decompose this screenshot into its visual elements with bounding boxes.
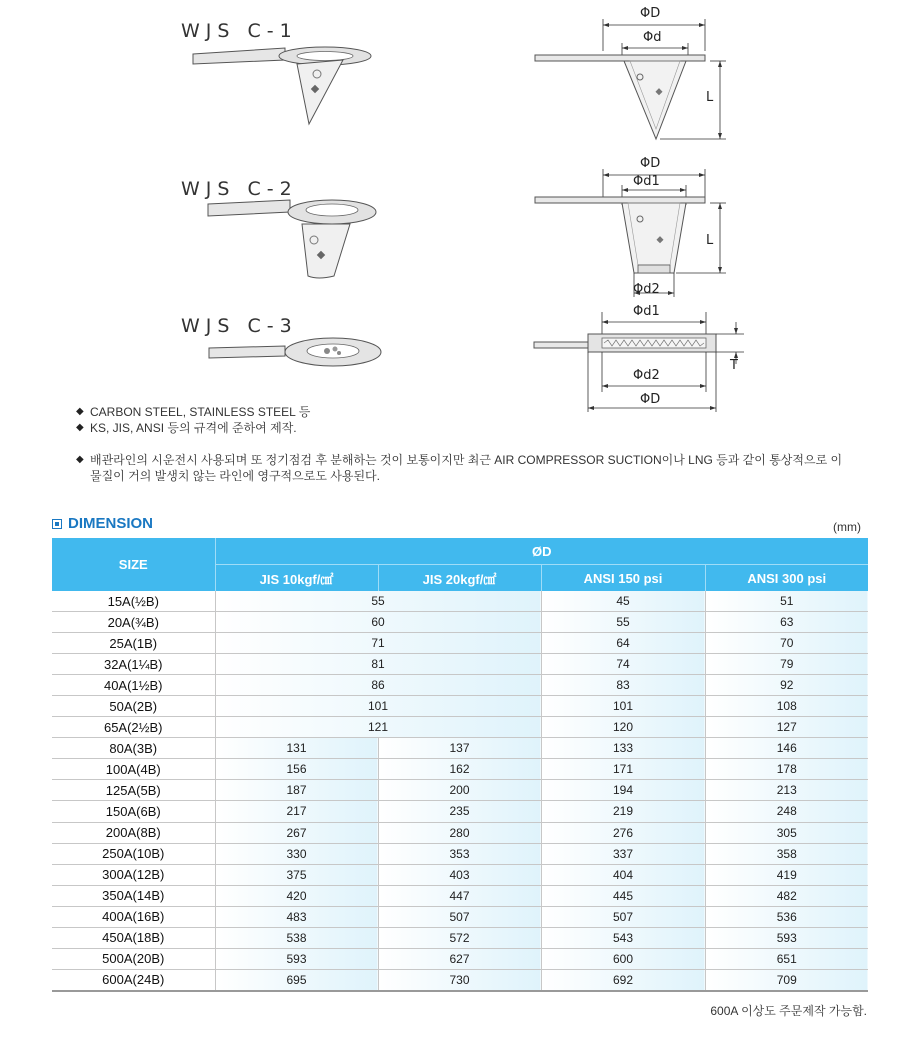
ansi300-value-cell: 536 bbox=[705, 906, 868, 927]
dim-label-c3-T: T bbox=[730, 358, 738, 373]
jis20-value-cell: 507 bbox=[378, 906, 541, 927]
jis-value-cell: 101 bbox=[215, 696, 541, 717]
table-row bbox=[52, 654, 868, 675]
dim-label-c3-phi-D: ΦD bbox=[640, 392, 661, 407]
table-row bbox=[52, 675, 868, 696]
ansi150-value-cell: 445 bbox=[541, 885, 705, 906]
ansi300-value-cell: 127 bbox=[705, 717, 868, 738]
dim-label-c2-phi-d1: Φd1 bbox=[633, 174, 660, 189]
size-cell: 300A(12B) bbox=[52, 864, 215, 885]
spec-notes bbox=[76, 404, 310, 436]
jis10-value-cell: 217 bbox=[215, 801, 378, 822]
dim-label-c2-phi-d2: Φd2 bbox=[633, 282, 660, 297]
table-row bbox=[52, 696, 868, 717]
custom-order-note: 600A 이상도 주문제작 가능함. bbox=[710, 1004, 867, 1018]
note-standards: KS, JIS, ANSI 등의 규격에 준하여 제작. bbox=[90, 421, 297, 435]
ansi300-value-cell: 305 bbox=[705, 822, 868, 843]
ansi300-value-cell: 248 bbox=[705, 801, 868, 822]
ansi150-value-cell: 692 bbox=[541, 969, 705, 991]
size-cell: 200A(8B) bbox=[52, 822, 215, 843]
od-header: ØD bbox=[215, 538, 868, 565]
dim-label-c2-L: L bbox=[706, 233, 714, 248]
col-header-ansi150: ANSI 150 psi bbox=[541, 565, 705, 592]
strainer-c3-3d-illustration bbox=[205, 330, 385, 375]
note-usage-line1: 배관라인의 시운전시 사용되며 또 정기점검 후 분해하는 것이 보통이지만 최근 AIR COMPRESSOR SUCTION이나 LNG 등과 같이 통상적으로 이 bbox=[90, 453, 843, 467]
jis10-value-cell: 593 bbox=[215, 948, 378, 969]
table-row bbox=[52, 927, 868, 948]
jis20-value-cell: 280 bbox=[378, 822, 541, 843]
size-cell: 100A(4B) bbox=[52, 759, 215, 780]
table-row bbox=[52, 780, 868, 801]
section-title bbox=[52, 515, 153, 532]
diamond-bullet-icon: ◆ bbox=[76, 454, 84, 465]
size-cell: 600A(24B) bbox=[52, 969, 215, 991]
strainer-c2-3d-illustration bbox=[200, 190, 385, 290]
size-cell: 15A(½B) bbox=[52, 591, 215, 612]
ansi300-value-cell: 482 bbox=[705, 885, 868, 906]
jis10-value-cell: 330 bbox=[215, 843, 378, 864]
ansi300-value-cell: 358 bbox=[705, 843, 868, 864]
jis-value-cell: 60 bbox=[215, 612, 541, 633]
dim-label-c2-phi-D: ΦD bbox=[640, 156, 661, 171]
ansi300-value-cell: 146 bbox=[705, 738, 868, 759]
jis10-value-cell: 483 bbox=[215, 906, 378, 927]
jis20-value-cell: 447 bbox=[378, 885, 541, 906]
ansi300-value-cell: 419 bbox=[705, 864, 868, 885]
dim-label-c1-phi-d: Φd bbox=[643, 30, 662, 45]
jis-value-cell: 86 bbox=[215, 675, 541, 696]
note-usage-line2: 물질이 거의 발생치 않는 라인에 영구적으로도 사용된다. bbox=[90, 469, 380, 483]
size-cell: 150A(6B) bbox=[52, 801, 215, 822]
table-row bbox=[52, 738, 868, 759]
size-cell: 32A(1¼B) bbox=[52, 654, 215, 675]
jis10-value-cell: 538 bbox=[215, 927, 378, 948]
size-cell: 50A(2B) bbox=[52, 696, 215, 717]
ansi300-value-cell: 108 bbox=[705, 696, 868, 717]
table-row bbox=[52, 948, 868, 969]
ansi300-value-cell: 63 bbox=[705, 612, 868, 633]
size-cell: 450A(18B) bbox=[52, 927, 215, 948]
jis-value-cell: 55 bbox=[215, 591, 541, 612]
dim-label-c1-L: L bbox=[706, 90, 714, 105]
jis20-value-cell: 627 bbox=[378, 948, 541, 969]
table-row bbox=[52, 759, 868, 780]
table-row bbox=[52, 591, 868, 612]
ansi300-value-cell: 51 bbox=[705, 591, 868, 612]
table-row bbox=[52, 864, 868, 885]
jis20-value-cell: 403 bbox=[378, 864, 541, 885]
table-row bbox=[52, 612, 868, 633]
jis10-value-cell: 375 bbox=[215, 864, 378, 885]
ansi300-value-cell: 92 bbox=[705, 675, 868, 696]
jis10-value-cell: 156 bbox=[215, 759, 378, 780]
col-header-jis20: JIS 20kgf/㎠ bbox=[378, 565, 541, 592]
diamond-bullet-icon: ◆ bbox=[76, 406, 84, 417]
dim-label-c3-phi-d1: Φd1 bbox=[633, 304, 660, 319]
strainer-c1-3d-illustration bbox=[185, 40, 385, 135]
note-material: CARBON STEEL, STAINLESS STEEL 등 bbox=[90, 405, 311, 419]
col-header-jis10: JIS 10kgf/㎠ bbox=[215, 565, 378, 592]
dim-label-c1-phi-D: ΦD bbox=[640, 6, 661, 21]
ansi150-value-cell: 55 bbox=[541, 612, 705, 633]
jis20-value-cell: 162 bbox=[378, 759, 541, 780]
ansi300-value-cell: 70 bbox=[705, 633, 868, 654]
jis10-value-cell: 187 bbox=[215, 780, 378, 801]
ansi300-value-cell: 79 bbox=[705, 654, 868, 675]
jis20-value-cell: 353 bbox=[378, 843, 541, 864]
ansi150-value-cell: 133 bbox=[541, 738, 705, 759]
jis-value-cell: 81 bbox=[215, 654, 541, 675]
ansi300-value-cell: 651 bbox=[705, 948, 868, 969]
size-cell: 400A(16B) bbox=[52, 906, 215, 927]
ansi150-value-cell: 276 bbox=[541, 822, 705, 843]
ansi150-value-cell: 74 bbox=[541, 654, 705, 675]
dimension-table-body bbox=[52, 591, 868, 991]
size-cell: 65A(2½B) bbox=[52, 717, 215, 738]
table-row bbox=[52, 969, 868, 991]
jis20-value-cell: 137 bbox=[378, 738, 541, 759]
jis10-value-cell: 267 bbox=[215, 822, 378, 843]
model-label-c2: WJS C-2 bbox=[181, 178, 298, 200]
size-cell: 250A(10B) bbox=[52, 843, 215, 864]
model-label-c1: WJS C-1 bbox=[181, 20, 298, 42]
ansi300-value-cell: 178 bbox=[705, 759, 868, 780]
ansi300-value-cell: 213 bbox=[705, 780, 868, 801]
strainer-c1-section-drawing bbox=[530, 5, 760, 147]
usage-notes bbox=[76, 452, 856, 484]
ansi150-value-cell: 600 bbox=[541, 948, 705, 969]
ansi150-value-cell: 219 bbox=[541, 801, 705, 822]
jis20-value-cell: 730 bbox=[378, 969, 541, 991]
size-cell: 125A(5B) bbox=[52, 780, 215, 801]
size-cell: 80A(3B) bbox=[52, 738, 215, 759]
ansi150-value-cell: 543 bbox=[541, 927, 705, 948]
table-row bbox=[52, 906, 868, 927]
size-cell: 40A(1½B) bbox=[52, 675, 215, 696]
unit-label: (mm) bbox=[833, 520, 861, 534]
diamond-bullet-icon: ◆ bbox=[76, 422, 84, 433]
ansi150-value-cell: 194 bbox=[541, 780, 705, 801]
ansi150-value-cell: 507 bbox=[541, 906, 705, 927]
ansi150-value-cell: 64 bbox=[541, 633, 705, 654]
dim-label-c3-phi-d2: Φd2 bbox=[633, 368, 660, 383]
jis-value-cell: 121 bbox=[215, 717, 541, 738]
section-title-text: DIMENSION bbox=[68, 515, 154, 532]
table-row bbox=[52, 801, 868, 822]
table-row bbox=[52, 633, 868, 654]
ansi150-value-cell: 101 bbox=[541, 696, 705, 717]
model-label-c3: WJS C-3 bbox=[181, 315, 298, 337]
table-row bbox=[52, 822, 868, 843]
table-row bbox=[52, 717, 868, 738]
jis10-value-cell: 695 bbox=[215, 969, 378, 991]
table-row bbox=[52, 843, 868, 864]
ansi150-value-cell: 337 bbox=[541, 843, 705, 864]
jis-value-cell: 71 bbox=[215, 633, 541, 654]
size-cell: 350A(14B) bbox=[52, 885, 215, 906]
ansi300-value-cell: 593 bbox=[705, 927, 868, 948]
dimension-table bbox=[52, 538, 868, 992]
ansi150-value-cell: 83 bbox=[541, 675, 705, 696]
size-cell: 500A(20B) bbox=[52, 948, 215, 969]
ansi150-value-cell: 404 bbox=[541, 864, 705, 885]
ansi300-value-cell: 709 bbox=[705, 969, 868, 991]
size-header: SIZE bbox=[52, 538, 215, 591]
jis20-value-cell: 200 bbox=[378, 780, 541, 801]
size-cell: 20A(¾B) bbox=[52, 612, 215, 633]
size-cell: 25A(1B) bbox=[52, 633, 215, 654]
jis20-value-cell: 235 bbox=[378, 801, 541, 822]
square-bullet-icon bbox=[52, 519, 62, 529]
ansi150-value-cell: 171 bbox=[541, 759, 705, 780]
col-header-ansi300: ANSI 300 psi bbox=[705, 565, 868, 592]
jis20-value-cell: 572 bbox=[378, 927, 541, 948]
ansi150-value-cell: 45 bbox=[541, 591, 705, 612]
jis10-value-cell: 420 bbox=[215, 885, 378, 906]
jis10-value-cell: 131 bbox=[215, 738, 378, 759]
ansi150-value-cell: 120 bbox=[541, 717, 705, 738]
table-row bbox=[52, 885, 868, 906]
